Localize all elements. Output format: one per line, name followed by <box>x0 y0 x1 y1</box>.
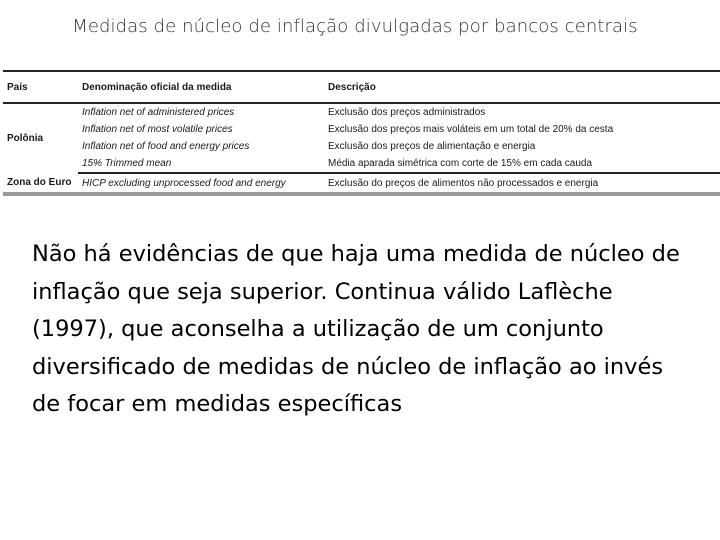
measure-name-cell: Inflation net of food and energy prices <box>82 141 250 152</box>
measure-name-cell: Inflation net of most volatile prices <box>82 124 233 135</box>
body-paragraph: Não há evidências de que haja uma medida de núcleo de inflação que seja superior. Continua válido Laflèche (1997), que aconselha a utilização de um conjunto diversificado de medidas de núcleo de inflação ao invés de focar em medidas específicas <box>32 241 680 417</box>
measure-description-cell: Exclusão dos preços administrados <box>328 107 486 118</box>
country-cell-poland: Polônia <box>7 133 44 144</box>
measures-table <box>3 70 720 196</box>
measure-description-cell: Exclusão dos preços mais voláteis em um total de 20% da cesta <box>328 124 614 135</box>
header-country: País <box>3 71 78 103</box>
header-description: Descrição <box>324 71 720 103</box>
country-cell-euro-zone: Zona do Euro <box>3 173 78 194</box>
table-header-row <box>3 71 720 103</box>
table-row <box>3 121 720 138</box>
measure-name-cell: Inflation net of administered prices <box>82 107 235 118</box>
measures-table-container <box>3 70 720 196</box>
measure-description-cell: Exclusão dos preços de alimentação e energia <box>328 141 536 152</box>
measure-description-cell: Média aparada simétrica com corte de 15% em cada cauda <box>324 155 720 173</box>
measure-name-cell: 15% Trimmed mean <box>78 155 324 173</box>
measure-name-cell: HICP excluding unprocessed food and energy <box>78 173 324 194</box>
table-row <box>3 173 720 194</box>
slide-title: Medidas de núcleo de inflação divulgadas por bancos centrais <box>72 16 638 37</box>
table-row <box>3 155 720 173</box>
table-row <box>3 138 720 155</box>
header-official-name: Denominação oficial da medida <box>78 71 324 103</box>
measure-description-cell: Exclusão do preços de alimentos não processados e energia <box>324 173 720 194</box>
table-row <box>3 103 720 121</box>
